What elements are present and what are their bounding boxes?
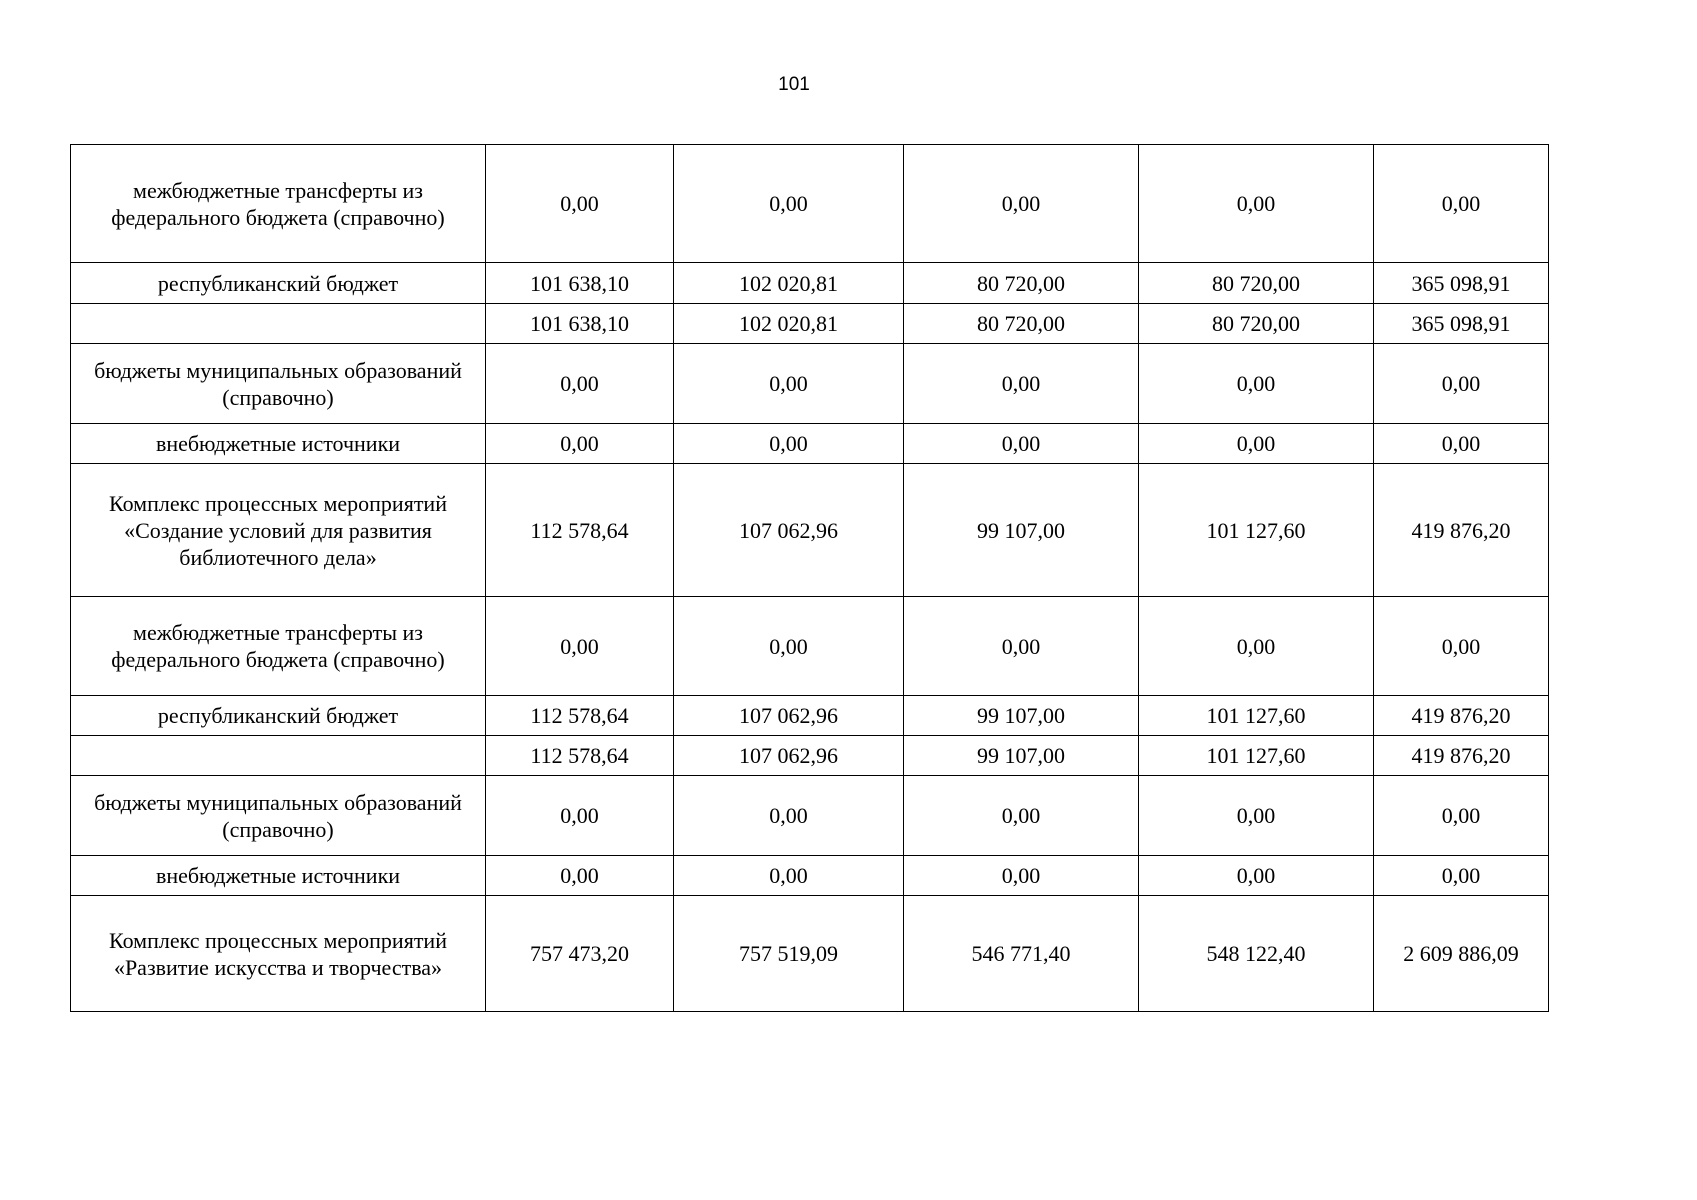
total-cell: 419 876,20 — [1374, 464, 1549, 597]
table-row — [71, 424, 1549, 464]
value-cell: 0,00 — [1139, 145, 1374, 263]
total-cell: 365 098,91 — [1374, 263, 1549, 304]
row-label: Комплекс процессных мероприятий «Развитие искусства и творчества» — [71, 896, 486, 1012]
total-cell: 365 098,91 — [1374, 304, 1549, 344]
value-cell: 0,00 — [904, 597, 1139, 696]
row-label: бюджеты муниципальных образований (справочно) — [71, 776, 486, 856]
total-cell: 419 876,20 — [1374, 696, 1549, 736]
row-label: бюджеты муниципальных образований (справочно) — [71, 344, 486, 424]
value-cell: 0,00 — [1139, 856, 1374, 896]
value-cell: 0,00 — [904, 344, 1139, 424]
value-cell: 0,00 — [674, 424, 904, 464]
value-cell: 101 127,60 — [1139, 696, 1374, 736]
value-cell: 80 720,00 — [1139, 263, 1374, 304]
value-cell: 0,00 — [1139, 597, 1374, 696]
table-row — [71, 776, 1549, 856]
row-label: межбюджетные трансферты из федерального бюджета (справочно) — [71, 145, 486, 263]
value-cell: 107 062,96 — [674, 464, 904, 597]
value-cell: 0,00 — [486, 145, 674, 263]
row-label — [71, 736, 486, 776]
value-cell: 0,00 — [904, 856, 1139, 896]
value-cell: 112 578,64 — [486, 464, 674, 597]
value-cell: 0,00 — [486, 597, 674, 696]
value-cell: 80 720,00 — [1139, 304, 1374, 344]
value-cell: 0,00 — [1139, 424, 1374, 464]
value-cell: 102 020,81 — [674, 263, 904, 304]
value-cell: 112 578,64 — [486, 696, 674, 736]
table-row — [71, 464, 1549, 597]
value-cell: 0,00 — [674, 776, 904, 856]
budget-table — [70, 144, 1549, 1012]
value-cell: 0,00 — [674, 344, 904, 424]
value-cell: 102 020,81 — [674, 304, 904, 344]
value-cell: 101 127,60 — [1139, 736, 1374, 776]
total-cell: 0,00 — [1374, 856, 1549, 896]
value-cell: 548 122,40 — [1139, 896, 1374, 1012]
total-cell: 0,00 — [1374, 776, 1549, 856]
value-cell: 107 062,96 — [674, 696, 904, 736]
value-cell: 0,00 — [674, 597, 904, 696]
table-row — [71, 145, 1549, 263]
value-cell: 757 519,09 — [674, 896, 904, 1012]
total-cell: 0,00 — [1374, 344, 1549, 424]
value-cell: 99 107,00 — [904, 696, 1139, 736]
row-label — [71, 304, 486, 344]
value-cell: 107 062,96 — [674, 736, 904, 776]
row-label: Комплекс процессных мероприятий «Создание условий для развития библиотечного дела» — [71, 464, 486, 597]
value-cell: 0,00 — [904, 776, 1139, 856]
value-cell: 0,00 — [486, 424, 674, 464]
table-row — [71, 896, 1549, 1012]
value-cell: 757 473,20 — [486, 896, 674, 1012]
row-label: внебюджетные источники — [71, 424, 486, 464]
table-row — [71, 736, 1549, 776]
total-cell: 2 609 886,09 — [1374, 896, 1549, 1012]
row-label: республиканский бюджет — [71, 263, 486, 304]
value-cell: 0,00 — [486, 776, 674, 856]
table-row — [71, 263, 1549, 304]
value-cell: 546 771,40 — [904, 896, 1139, 1012]
value-cell: 112 578,64 — [486, 736, 674, 776]
row-label: внебюджетные источники — [71, 856, 486, 896]
value-cell: 99 107,00 — [904, 464, 1139, 597]
value-cell: 101 638,10 — [486, 304, 674, 344]
value-cell: 0,00 — [486, 856, 674, 896]
total-cell: 0,00 — [1374, 424, 1549, 464]
table-row — [71, 344, 1549, 424]
total-cell: 0,00 — [1374, 145, 1549, 263]
value-cell: 0,00 — [1139, 776, 1374, 856]
value-cell: 99 107,00 — [904, 736, 1139, 776]
value-cell: 0,00 — [486, 344, 674, 424]
table-row — [71, 696, 1549, 736]
row-label: межбюджетные трансферты из федерального бюджета (справочно) — [71, 597, 486, 696]
value-cell: 0,00 — [904, 145, 1139, 263]
total-cell: 419 876,20 — [1374, 736, 1549, 776]
table-row — [71, 597, 1549, 696]
row-label: республиканский бюджет — [71, 696, 486, 736]
table-row — [71, 304, 1549, 344]
page-number: 101 — [778, 74, 810, 95]
total-cell: 0,00 — [1374, 597, 1549, 696]
value-cell: 80 720,00 — [904, 304, 1139, 344]
value-cell: 101 638,10 — [486, 263, 674, 304]
value-cell: 0,00 — [904, 424, 1139, 464]
table-row — [71, 856, 1549, 896]
value-cell: 80 720,00 — [904, 263, 1139, 304]
value-cell: 0,00 — [674, 145, 904, 263]
value-cell: 0,00 — [1139, 344, 1374, 424]
value-cell: 0,00 — [674, 856, 904, 896]
value-cell: 101 127,60 — [1139, 464, 1374, 597]
